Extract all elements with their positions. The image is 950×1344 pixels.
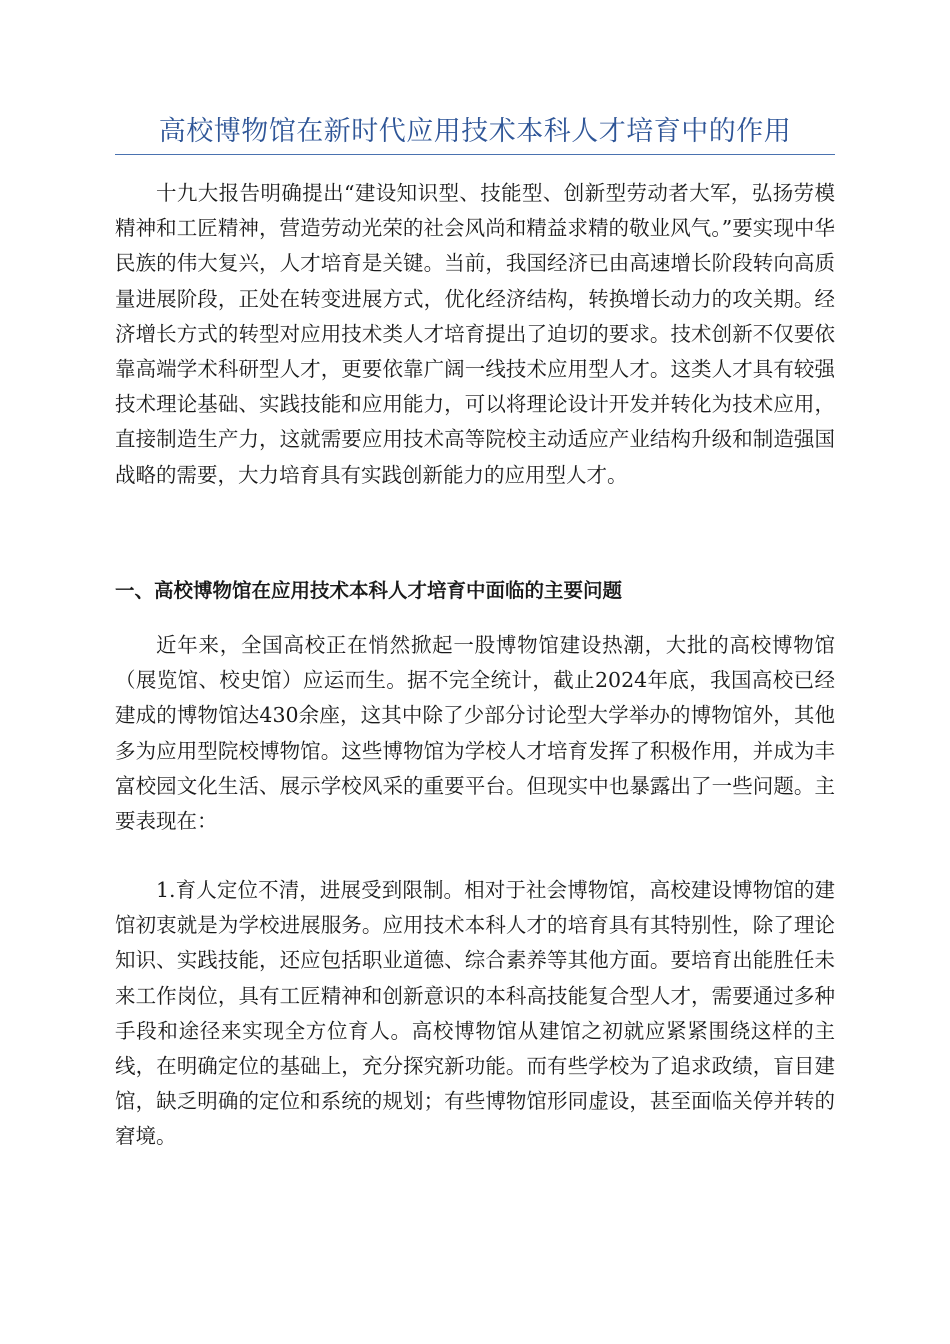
page-title: 高校博物馆在新时代应用技术本科人才培育中的作用: [158, 116, 792, 147]
title-underline: [115, 154, 835, 155]
section-paragraph: 近年来，全国高校正在悄然掀起一股博物馆建设热潮，大批的高校博物馆（展览馆、校史馆）应运而生。据不完全统计，截止2024年底，我国高校已经建成的博物馆达430余座，这其中除了少部分讨论型大学举办的博物馆外，其他多为应用型院校博物馆。这些博物馆为学校人才培育发挥了积极作用，并成为丰富校园文化生活、展示学校风采的重要平台。但现实中也暴露出了一些问题。主要表现在：: [115, 633, 835, 834]
point1-paragraph: 1.育人定位不清，进展受到限制。相对于社会博物馆，高校建设博物馆的建馆初衷就是为学校进展服务。应用技术本科人才的培育具有其特别性，除了理论知识、实践技能，还应包括职业道德、综合素养等其他方面。要培育出能胜任未来工作岗位，具有工匠精神和创新意识的本科高技能复合型人才，需要通过多种手段和途径来实现全方位育人。高校博物馆从建馆之初就应紧紧围绕这样的主线，在明确定位的基础上，充分探究新功能。而有些学校为了追求政绩，盲目建馆，缺乏明确的定位和系统的规划；有些博物馆形同虚设，甚至面临关停并转的窘境。: [115, 878, 835, 1149]
point1-block: [115, 873, 835, 1155]
section-heading: 一、高校博物馆在应用技术本科人才培育中面临的主要问题: [115, 579, 623, 602]
intro-paragraph: 十九大报告明确提出“建设知识型、技能型、创新型劳动者大军，弘扬劳模精神和工匠精神，营造劳动光荣的社会风尚和精益求精的敬业风气。”要实现中华民族的伟大复兴，人才培育是关键。当前，我国经济已由高速增长阶段转向高质量进展阶段，正处在转变进展方式，优化经济结构，转换增长动力的攻关期。经济增长方式的转型对应用技术类人才培育提出了迫切的要求。技术创新不仅要依靠高端学术科研型人才，更要依靠广阔一线技术应用型人才。这类人才具有较强技术理论基础、实践技能和应用能力，可以将理论设计开发并转化为技术应用，直接制造生产力，这就需要应用技术高等院校主动适应产业结构升级和制造强国战略的需要，大力培育具有实践创新能力的应用型人才。: [115, 181, 835, 487]
section-heading-block: [115, 576, 835, 606]
section-block: [115, 628, 835, 839]
intro-block: [115, 176, 835, 493]
